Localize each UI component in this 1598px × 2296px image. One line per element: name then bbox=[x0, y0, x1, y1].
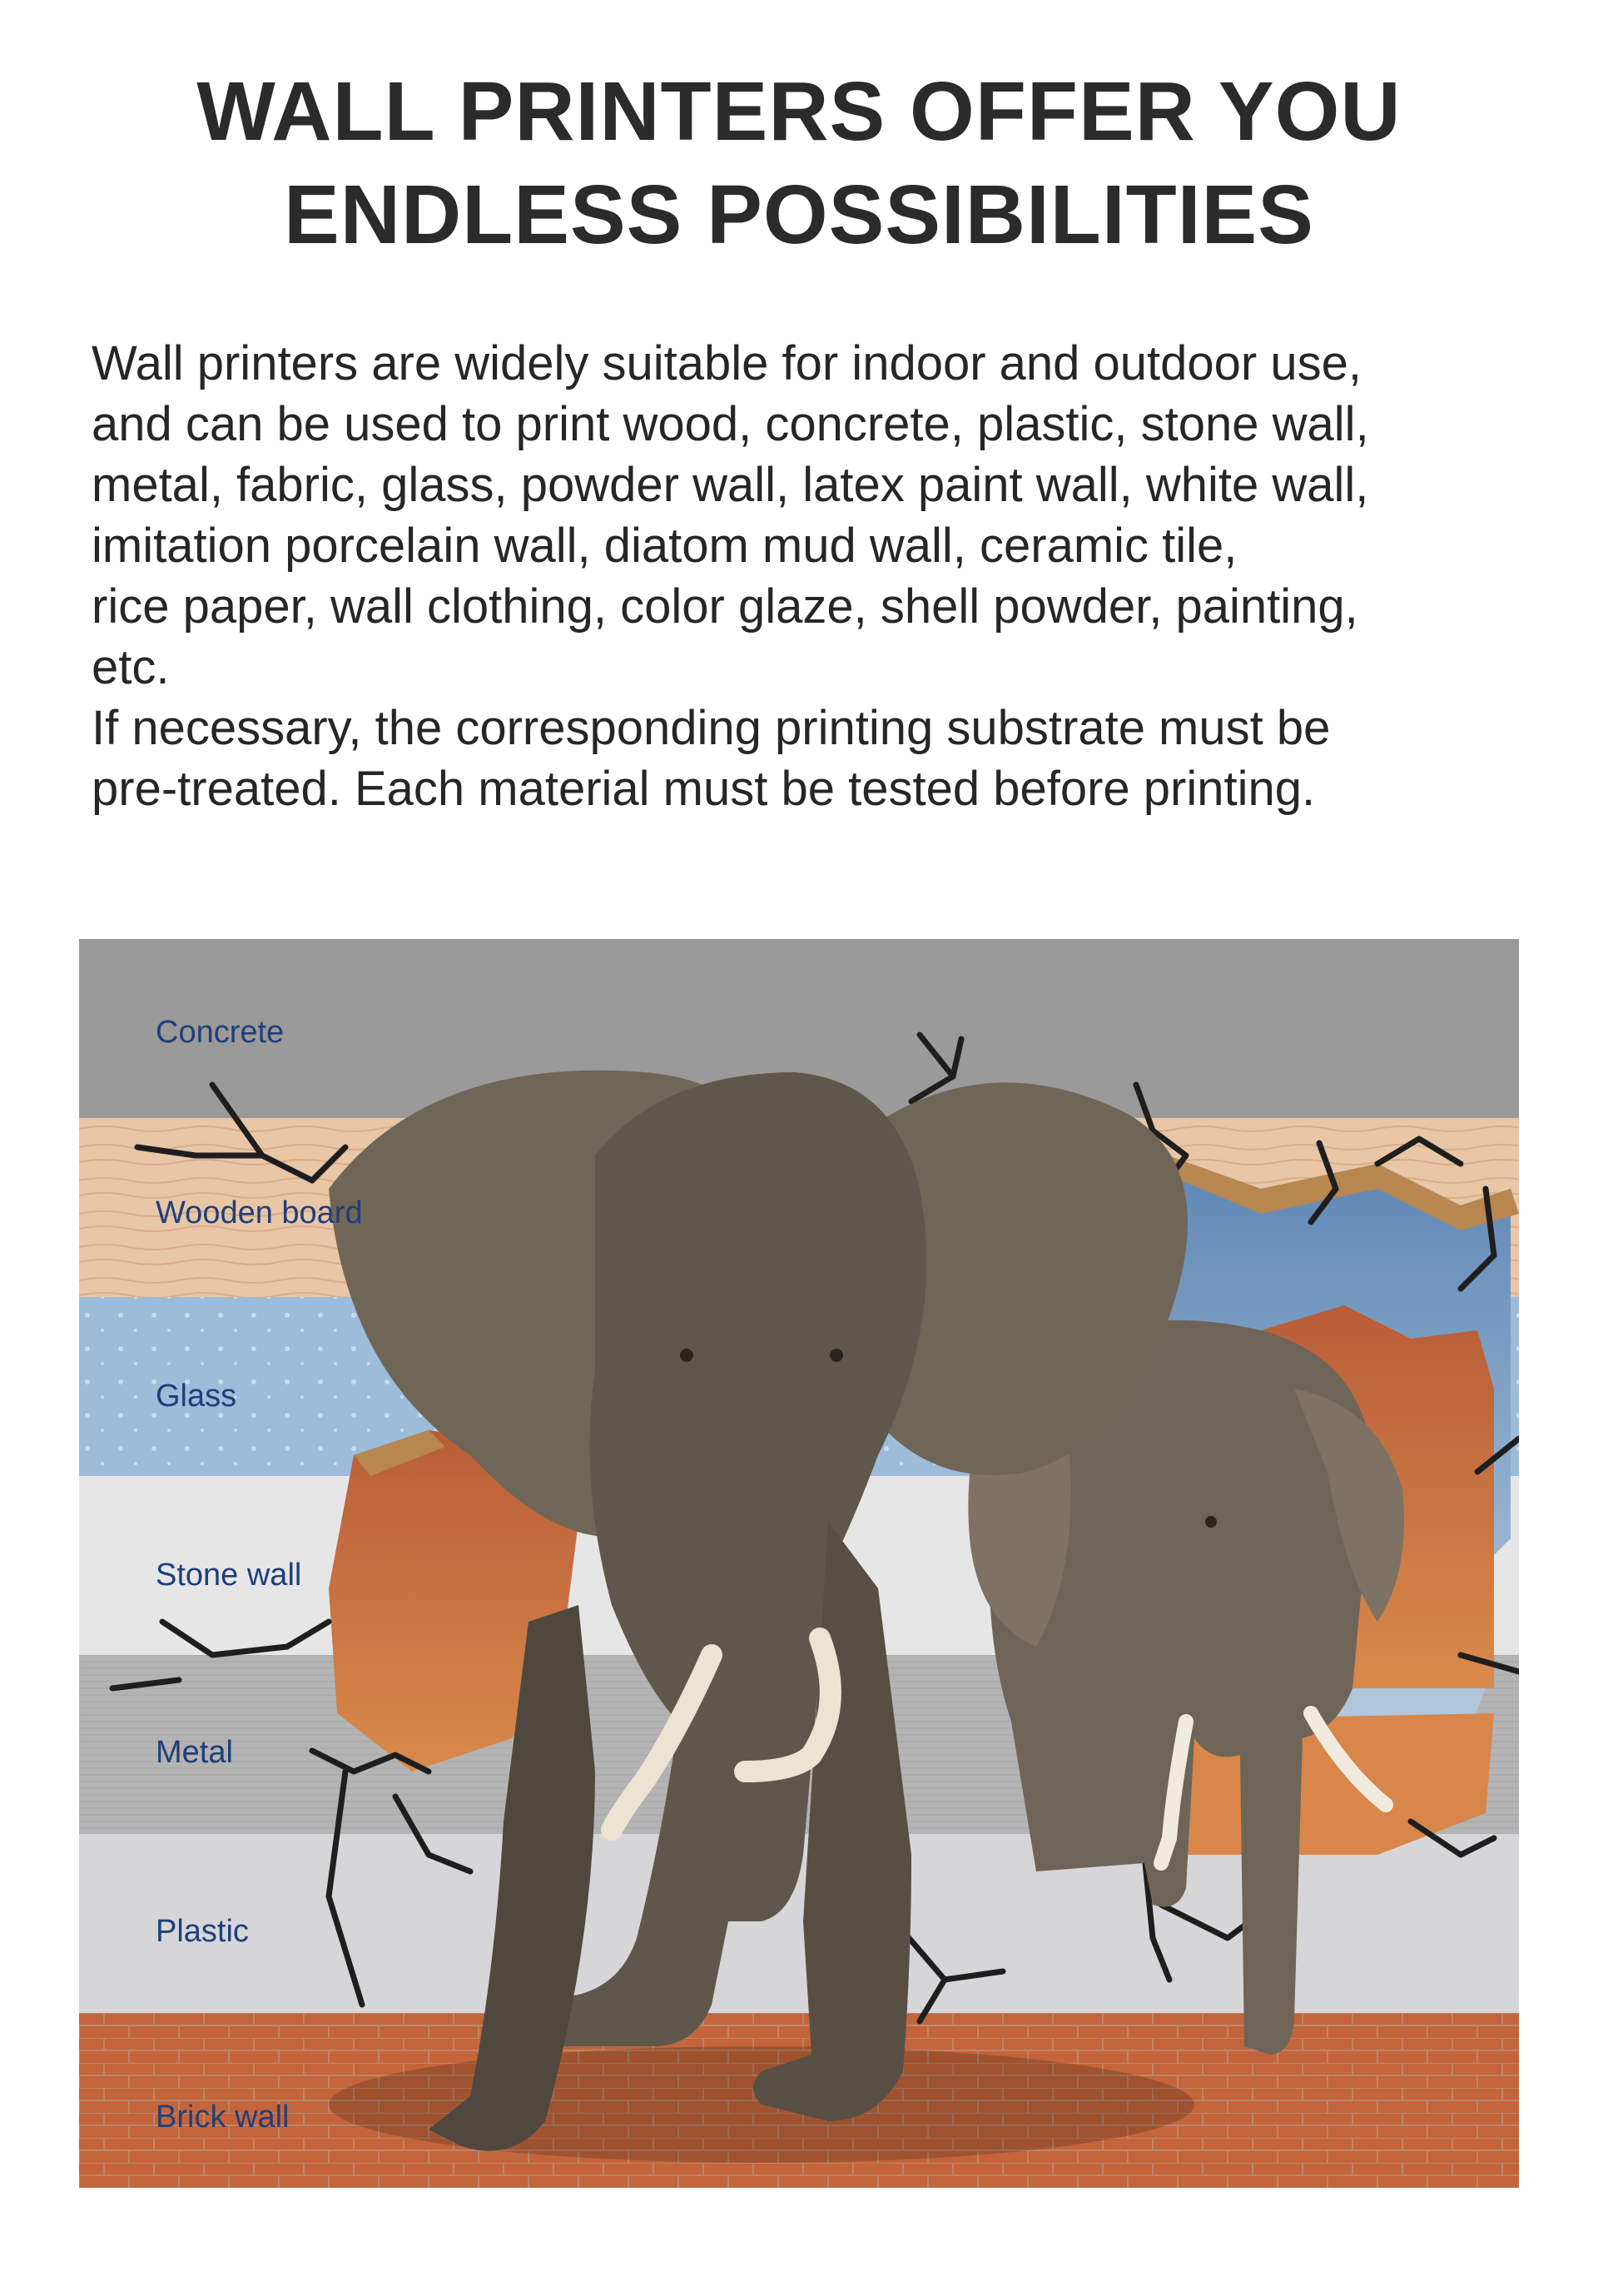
label-wooden-board: Wooden board bbox=[156, 1195, 363, 1230]
page-title bbox=[0, 60, 1598, 266]
label-glass: Glass bbox=[156, 1379, 237, 1414]
description-paragraph bbox=[92, 333, 1573, 819]
label-plastic: Plastic bbox=[156, 1914, 249, 1949]
material-showcase-figure bbox=[79, 939, 1519, 2188]
description-line: rice paper, wall clothing, color glaze, shell powder, painting, bbox=[92, 579, 1358, 634]
title-line-1: WALL PRINTERS OFFER YOU bbox=[196, 65, 1402, 158]
label-concrete: Concrete bbox=[156, 1015, 285, 1050]
title-line-2: ENDLESS POSSIBILITIES bbox=[284, 168, 1314, 261]
description-line: pre-treated. Each material must be tested before printing. bbox=[92, 762, 1316, 816]
description-line: metal, fabric, glass, powder wall, latex paint wall, white wall, bbox=[92, 458, 1369, 512]
label-brick-wall: Brick wall bbox=[156, 2100, 290, 2134]
description-line: If necessary, the corresponding printing substrate must be bbox=[92, 701, 1331, 755]
label-stone-wall: Stone wall bbox=[156, 1558, 302, 1593]
description-line: and can be used to print wood, concrete, plastic, stone wall, bbox=[92, 397, 1369, 451]
description-line: etc. bbox=[92, 640, 170, 694]
description-line: imitation porcelain wall, diatom mud wall, ceramic tile, bbox=[92, 519, 1238, 573]
label-metal: Metal bbox=[156, 1735, 233, 1770]
description-line: Wall printers are widely suitable for indoor and outdoor use, bbox=[92, 336, 1362, 390]
